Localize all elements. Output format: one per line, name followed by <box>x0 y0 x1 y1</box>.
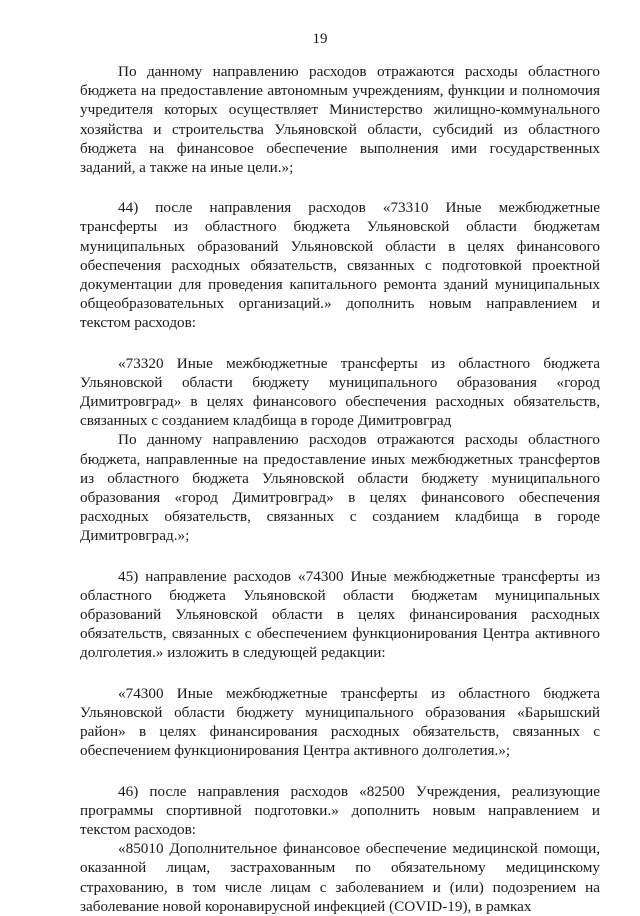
paragraph-item-45: 45) направление расходов «74300 Иные межбюджетные трансферты из областного бюджета Ульяновской области бюджетам муниципальных образований Ульяновской области в целях финансирования расходных обязательств, связанных с обеспечением функционирования Центра активного долголетия.» изложить в следующей редакции: <box>80 567 600 662</box>
paragraph-item-44: 44) после направления расходов «73310 Иные межбюджетные трансферты из областного бюджета Ульяновской области бюджетам муниципальных образований Ульяновской области в целях финансового обеспечения расходных обязательств, связанных с подготовкой проектной документации для проведения капитального ремонта зданий муниципальных общеобразовательных организаций.» дополнить новым направлением и текстом расходов: <box>80 199 600 332</box>
paragraph-code-73320: «73320 Иные межбюджетные трансферты из областного бюджета Ульяновской области бюджету муниципального образования «город Димитровград» в целях финансового обеспечения расходных обязательств, связанных с созданием кладбища в городе Димитровград <box>80 354 600 430</box>
paragraph-code-85010: «85010 Дополнительное финансовое обеспечение медицинской помощи, оказанной лицам, застрахованным по обязательному медицинскому страхованию, в том числе лицам с заболеванием и (или) подозрением на заболевание новой коронавирусной инфекцией (COVID-19), в рамках <box>80 840 600 915</box>
paragraph-expense-description: По данному направлению расходов отражаются расходы областного бюджета на предоставление автономным учреждениям, функции и полномочия учредителя которых осуществляет Министерство жилищно-коммунального хозяйства и строительства Ульяновской области, субсидий из областного бюджета на финансовое обеспечение выполнения ими государственных заданий, а также на иные цели.»; <box>80 63 600 177</box>
page-number: 19 <box>312 31 328 47</box>
document-body <box>80 62 600 916</box>
paragraph-73320-description: По данному направлению расходов отражаются расходы областного бюджета, направленные на предоставление иных межбюджетных трансфертов из областного бюджета Ульяновской области бюджету муниципального образования «город Димитровград» в целях финансового обеспечения расходных обязательств, связанных с созданием кладбища в городе Димитровград.»; <box>80 431 600 545</box>
paragraph-code-74300: «74300 Иные межбюджетные трансферты из областного бюджета Ульяновской области бюджету муниципального образования «Барышский район» в целях финансирования расходных обязательств, связанных с обеспечением функционирования Центра активного долголетия.»; <box>80 684 600 760</box>
paragraph-item-46: 46) после направления расходов «82500 Учреждения, реализующие программы спортивной подготовки.» дополнить новым направлением и текстом расходов: <box>80 782 600 838</box>
